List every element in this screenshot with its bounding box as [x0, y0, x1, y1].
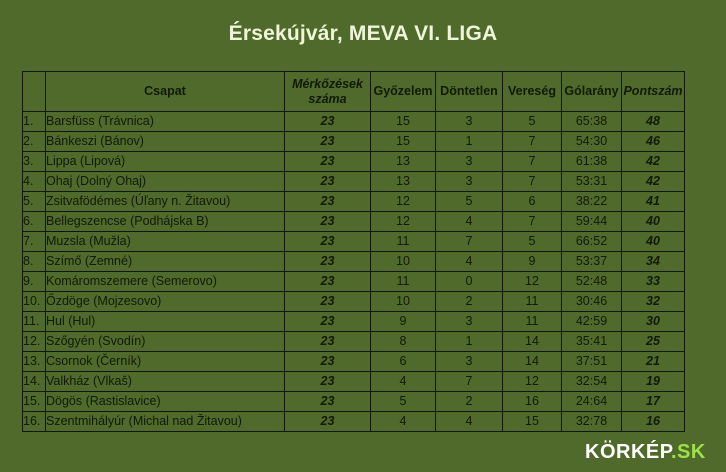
table-row	[23, 192, 685, 212]
header-wins: Győzelem	[371, 72, 436, 112]
cell-goals: 24:64	[562, 392, 622, 412]
header-goals: Gólarány	[562, 72, 622, 112]
cell-rank: 11.	[23, 312, 46, 332]
cell-wins: 15	[371, 132, 436, 152]
cell-draws: 7	[436, 372, 503, 392]
cell-matches: 23	[285, 132, 371, 152]
cell-goals: 59:44	[562, 212, 622, 232]
header-losses: Vereség	[503, 72, 562, 112]
logo-name: KÖRKÉP	[585, 441, 671, 463]
cell-goals: 37:51	[562, 352, 622, 372]
cell-losses: 7	[503, 212, 562, 232]
table-row	[23, 232, 685, 252]
cell-team: Bánkeszi (Bánov)	[46, 132, 285, 152]
header-points: Pontszám	[622, 72, 685, 112]
table-header-row	[23, 72, 685, 112]
cell-wins: 10	[371, 292, 436, 312]
cell-points: 42	[622, 152, 685, 172]
cell-losses: 9	[503, 252, 562, 272]
cell-rank: 1.	[23, 112, 46, 132]
cell-points: 46	[622, 132, 685, 152]
cell-draws: 5	[436, 192, 503, 212]
cell-team: Zsitvafödémes (Úľany n. Žitavou)	[46, 192, 285, 212]
cell-rank: 15.	[23, 392, 46, 412]
cell-matches: 23	[285, 392, 371, 412]
header-matches-line2: száma	[308, 91, 347, 106]
cell-draws: 2	[436, 292, 503, 312]
cell-team: Lippa (Lipová)	[46, 152, 285, 172]
cell-losses: 14	[503, 352, 562, 372]
cell-draws: 4	[436, 252, 503, 272]
cell-matches: 23	[285, 112, 371, 132]
cell-goals: 32:54	[562, 372, 622, 392]
cell-wins: 4	[371, 412, 436, 432]
cell-rank: 9.	[23, 272, 46, 292]
cell-team: Dögös (Rastislavice)	[46, 392, 285, 412]
cell-matches: 23	[285, 252, 371, 272]
cell-matches: 23	[285, 372, 371, 392]
cell-rank: 3.	[23, 152, 46, 172]
cell-losses: 5	[503, 232, 562, 252]
table-row	[23, 372, 685, 392]
table-row	[23, 312, 685, 332]
cell-goals: 53:31	[562, 172, 622, 192]
cell-wins: 9	[371, 312, 436, 332]
cell-rank: 2.	[23, 132, 46, 152]
cell-goals: 53:37	[562, 252, 622, 272]
cell-wins: 10	[371, 252, 436, 272]
cell-goals: 38:22	[562, 192, 622, 212]
cell-matches: 23	[285, 232, 371, 252]
cell-draws: 4	[436, 212, 503, 232]
cell-team: Komáromszemere (Semerovo)	[46, 272, 285, 292]
table-row	[23, 132, 685, 152]
cell-losses: 5	[503, 112, 562, 132]
header-rank	[23, 72, 46, 112]
cell-wins: 12	[371, 212, 436, 232]
cell-wins: 11	[371, 232, 436, 252]
cell-rank: 13.	[23, 352, 46, 372]
cell-matches: 23	[285, 332, 371, 352]
cell-matches: 23	[285, 212, 371, 232]
cell-goals: 32:78	[562, 412, 622, 432]
cell-wins: 12	[371, 192, 436, 212]
cell-wins: 11	[371, 272, 436, 292]
cell-points: 41	[622, 192, 685, 212]
cell-losses: 7	[503, 152, 562, 172]
table-row	[23, 332, 685, 352]
cell-draws: 3	[436, 112, 503, 132]
cell-points: 32	[622, 292, 685, 312]
cell-losses: 14	[503, 332, 562, 352]
cell-losses: 16	[503, 392, 562, 412]
cell-losses: 12	[503, 372, 562, 392]
cell-matches: 23	[285, 352, 371, 372]
cell-team: Csornok (Černík)	[46, 352, 285, 372]
cell-team: Szímő (Zemné)	[46, 252, 285, 272]
cell-draws: 0	[436, 272, 503, 292]
table-row	[23, 292, 685, 312]
cell-points: 33	[622, 272, 685, 292]
standings-table	[22, 71, 685, 432]
korkep-logo	[585, 441, 706, 464]
cell-team: Barsfüss (Trávnica)	[46, 112, 285, 132]
cell-wins: 13	[371, 152, 436, 172]
cell-losses: 11	[503, 292, 562, 312]
page-title: Érsekújvár, MEVA VI. LIGA	[228, 22, 498, 45]
cell-wins: 4	[371, 372, 436, 392]
cell-goals: 65:38	[562, 112, 622, 132]
table-row	[23, 112, 685, 132]
cell-rank: 12.	[23, 332, 46, 352]
cell-matches: 23	[285, 292, 371, 312]
header-draws: Döntetlen	[436, 72, 503, 112]
cell-losses: 6	[503, 192, 562, 212]
cell-team: Valkház (Vlkaš)	[46, 372, 285, 392]
cell-goals: 61:38	[562, 152, 622, 172]
cell-draws: 1	[436, 132, 503, 152]
cell-wins: 6	[371, 352, 436, 372]
cell-points: 30	[622, 312, 685, 332]
cell-matches: 23	[285, 152, 371, 172]
table-row	[23, 352, 685, 372]
cell-team: Hul (Hul)	[46, 312, 285, 332]
header-matches	[285, 72, 371, 112]
cell-losses: 7	[503, 172, 562, 192]
cell-points: 40	[622, 212, 685, 232]
cell-draws: 3	[436, 152, 503, 172]
cell-wins: 13	[371, 172, 436, 192]
cell-goals: 30:46	[562, 292, 622, 312]
cell-losses: 11	[503, 312, 562, 332]
cell-matches: 23	[285, 412, 371, 432]
cell-team: Szőgyén (Svodín)	[46, 332, 285, 352]
cell-losses: 15	[503, 412, 562, 432]
cell-points: 21	[622, 352, 685, 372]
table-row	[23, 272, 685, 292]
cell-wins: 8	[371, 332, 436, 352]
table-row	[23, 392, 685, 412]
cell-rank: 5.	[23, 192, 46, 212]
cell-matches: 23	[285, 172, 371, 192]
cell-points: 19	[622, 372, 685, 392]
cell-matches: 23	[285, 192, 371, 212]
cell-points: 25	[622, 332, 685, 352]
cell-rank: 4.	[23, 172, 46, 192]
cell-draws: 3	[436, 172, 503, 192]
cell-points: 16	[622, 412, 685, 432]
cell-team: Ohaj (Dolný Ohaj)	[46, 172, 285, 192]
cell-points: 34	[622, 252, 685, 272]
cell-rank: 6.	[23, 212, 46, 232]
cell-points: 48	[622, 112, 685, 132]
cell-goals: 35:41	[562, 332, 622, 352]
cell-rank: 7.	[23, 232, 46, 252]
table-row	[23, 412, 685, 432]
cell-points: 17	[622, 392, 685, 412]
cell-draws: 1	[436, 332, 503, 352]
cell-goals: 52:48	[562, 272, 622, 292]
cell-losses: 7	[503, 132, 562, 152]
cell-points: 42	[622, 172, 685, 192]
cell-team: Őzdöge (Mojzesovo)	[46, 292, 285, 312]
table-row	[23, 212, 685, 232]
cell-team: Bellegszencse (Podhájska B)	[46, 212, 285, 232]
cell-rank: 14.	[23, 372, 46, 392]
cell-rank: 10.	[23, 292, 46, 312]
header-matches-line1: Mérkőzések	[292, 76, 363, 91]
cell-draws: 4	[436, 412, 503, 432]
cell-wins: 15	[371, 112, 436, 132]
cell-draws: 7	[436, 232, 503, 252]
cell-goals: 54:30	[562, 132, 622, 152]
cell-draws: 2	[436, 392, 503, 412]
cell-goals: 66:52	[562, 232, 622, 252]
header-team: Csapat	[46, 72, 285, 112]
cell-rank: 8.	[23, 252, 46, 272]
cell-wins: 5	[371, 392, 436, 412]
table-row	[23, 252, 685, 272]
cell-rank: 16.	[23, 412, 46, 432]
cell-matches: 23	[285, 272, 371, 292]
cell-goals: 42:59	[562, 312, 622, 332]
cell-matches: 23	[285, 312, 371, 332]
cell-draws: 3	[436, 312, 503, 332]
table-row	[23, 152, 685, 172]
cell-team: Szentmihályúr (Michal nad Žitavou)	[46, 412, 285, 432]
logo-tld: .SK	[671, 441, 706, 463]
cell-losses: 12	[503, 272, 562, 292]
cell-team: Muzsla (Mužla)	[46, 232, 285, 252]
table-row	[23, 172, 685, 192]
cell-points: 40	[622, 232, 685, 252]
cell-draws: 3	[436, 352, 503, 372]
